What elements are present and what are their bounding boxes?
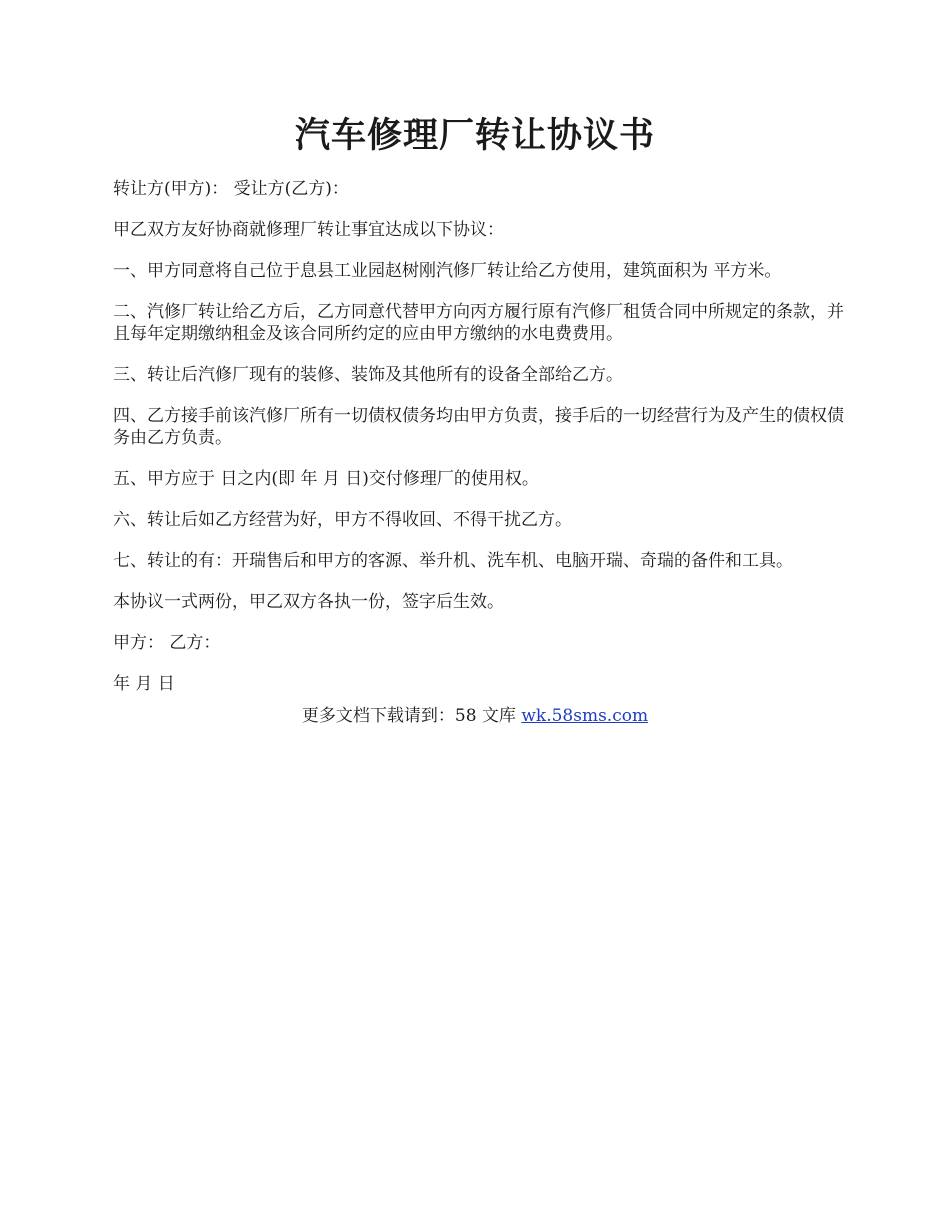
footer-link[interactable]: wk.58sms.com: [521, 706, 649, 726]
download-footer: [0, 704, 950, 728]
date-line: 年 月 日: [113, 674, 175, 694]
clause-4: 四、乙方接手前该汽修厂所有一切债权债务均由甲方负责，接手后的一切经营行为及产生的债权债务由乙方负责。: [113, 406, 844, 448]
intro-paragraph: 甲乙双方友好协商就修理厂转让事宜达成以下协议：: [113, 220, 504, 240]
clause-5: 五、甲方应于 日之内(即 年 月 日)交付修理厂的使用权。: [113, 469, 539, 489]
document-title: 汽车修理厂转让协议书: [294, 115, 655, 156]
document-body: [113, 178, 858, 714]
signature-line: 甲方： 乙方：: [113, 633, 221, 653]
clause-2: 二、汽修厂转让给乙方后，乙方同意代替甲方向丙方履行原有汽修厂租赁合同中所规定的条款，并且每年定期缴纳租金及该合同所约定的应由甲方缴纳的水电费费用。: [113, 302, 844, 344]
clause-7: 七、转让的有：开瑞售后和甲方的客源、举升机、洗车机、电脑开瑞、奇瑞的备件和工具。: [113, 551, 793, 571]
clause-6: 六、转让后如乙方经营为好，甲方不得收回、不得干扰乙方。: [113, 510, 572, 530]
copies-clause: 本协议一式两份，甲乙双方各执一份，签字后生效。: [113, 592, 504, 612]
clause-3: 三、转让后汽修厂现有的装修、装饰及其他所有的设备全部给乙方。: [113, 365, 623, 385]
clause-1: 一、甲方同意将自己位于息县工业园赵树刚汽修厂转让给乙方使用，建筑面积为 平方米。: [113, 261, 782, 281]
parties-line: 转让方(甲方)： 受让方(乙方)：: [113, 179, 349, 199]
footer-text: 更多文档下载请到：58 文库: [301, 706, 522, 726]
